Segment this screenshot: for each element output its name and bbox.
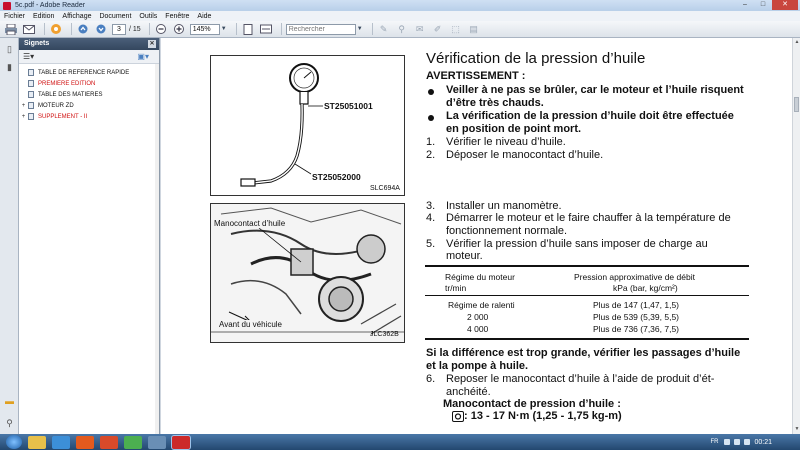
comments-icon[interactable]: ▬ xyxy=(5,396,14,406)
step-number: 4. xyxy=(426,212,436,224)
bookmark-item[interactable] xyxy=(19,100,159,111)
taskbar xyxy=(0,434,800,450)
scroll-up-icon[interactable]: ▲ xyxy=(794,39,800,45)
window-title: 5c.pdf - Adobe Reader xyxy=(15,2,86,9)
table-bottom-rule xyxy=(425,338,749,340)
menu-edition[interactable]: Edition xyxy=(33,12,55,20)
bookmark-label: MOTEUR ZD xyxy=(38,102,74,109)
table-cell-pressure: Plus de 539 (5,39, 5,5) xyxy=(593,312,680,322)
bookmarks-toolbar xyxy=(19,50,159,64)
search-input[interactable] xyxy=(286,24,356,35)
step6-line1: Reposer le manocontact d’huile à l’aide de produit d’ét- xyxy=(446,373,715,385)
toolbar-separator xyxy=(281,23,282,35)
highlight-icon[interactable]: ✐ xyxy=(433,23,442,34)
app-icon[interactable] xyxy=(148,436,166,449)
bookmark-label: SUPPLEMENT - II xyxy=(38,113,88,120)
bookmarks-panel-header xyxy=(19,38,159,50)
menu-document[interactable]: Document xyxy=(99,12,132,20)
figure-ref-1: SLC694A xyxy=(370,185,400,192)
torque-heading: Manocontact de pression d’huile : xyxy=(443,398,621,410)
bullet-icon xyxy=(428,115,434,121)
bookmark-page-icon xyxy=(28,80,34,87)
diff-line1: Si la différence est trop grande, vérifier les passages d’huile xyxy=(426,347,741,359)
attach-icon[interactable]: ⚲ xyxy=(398,23,405,34)
step-number: 1. xyxy=(426,136,436,148)
step-text: moteur. xyxy=(446,250,483,262)
page-number-input[interactable] xyxy=(112,24,126,35)
bookmark-item[interactable] xyxy=(19,89,159,100)
step-text: Installer un manomètre. xyxy=(446,200,562,212)
bookmark-label: PREMIERE EDITION xyxy=(38,80,96,87)
table-header-rpm: Régime du moteur xyxy=(445,272,515,282)
firefox-icon[interactable] xyxy=(100,436,118,449)
toolbar-separator xyxy=(372,23,373,35)
bookmark-label: TABLE DES MATIERES xyxy=(38,91,103,98)
table-cell-rpm: 2 000 xyxy=(467,312,489,322)
zoom-out-icon[interactable] xyxy=(154,23,168,35)
panel-scrollbar[interactable] xyxy=(155,64,159,434)
step-text: fonctionnement normale. xyxy=(446,225,568,237)
step-text: Déposer le manocontact d’huile. xyxy=(446,149,604,161)
print-icon[interactable] xyxy=(4,23,18,35)
vertical-scrollbar[interactable] xyxy=(792,38,800,434)
bookmark-label: TABLE DE REFERENCE RAPIDE xyxy=(38,69,130,76)
zoom-dropdown-chevron-icon[interactable]: ▼ xyxy=(220,26,227,32)
options-icon[interactable]: ☰▾ xyxy=(23,52,35,61)
label-vehicle-front: Avant du véhicule xyxy=(219,320,283,329)
volume-icon[interactable] xyxy=(734,439,740,445)
warning-1-line2: d’être très chauds. xyxy=(446,97,544,109)
table-cell-pressure: Plus de 147 (1,47, 1,5) xyxy=(593,300,680,310)
panel-close-icon[interactable]: ✕ xyxy=(149,41,155,47)
attachments-icon[interactable]: ⚲ xyxy=(6,418,13,428)
bookmark-page-icon xyxy=(28,91,34,98)
warning-2-line2: en position de point mort. xyxy=(446,123,582,135)
toolbar-separator xyxy=(71,23,72,35)
adobe-reader-taskbar-icon[interactable] xyxy=(172,436,190,449)
figure-oil-pressure-gauge xyxy=(210,55,405,196)
menu-affichage[interactable]: Affichage xyxy=(62,12,92,20)
section-title: Vérification de la pression d’huile xyxy=(426,50,646,67)
toolbar-separator xyxy=(236,23,237,35)
table-header-rpm-unit: tr/min xyxy=(445,283,467,293)
menu-outils[interactable]: Outils xyxy=(139,12,158,20)
label-oil-switch: Manocontact d’huile xyxy=(214,219,286,228)
flag-icon[interactable] xyxy=(744,439,750,445)
pages-icon[interactable]: ▯ xyxy=(7,44,12,54)
menu-fenetre[interactable]: Fenêtre xyxy=(165,12,190,20)
zoom-level-input[interactable] xyxy=(190,24,220,35)
bookmark-page-icon xyxy=(28,113,34,120)
warning-heading: AVERTISSEMENT : xyxy=(426,70,526,82)
bookmarks-icon[interactable]: ▮ xyxy=(7,62,12,72)
bookmark-item[interactable] xyxy=(19,111,159,122)
media-player-icon[interactable] xyxy=(76,436,94,449)
step-number: 3. xyxy=(426,200,436,212)
next-page-icon[interactable] xyxy=(94,23,108,35)
share-icon[interactable] xyxy=(49,23,63,35)
bookmark-page-icon xyxy=(28,69,34,76)
expand-icon[interactable]: + xyxy=(21,113,26,120)
step-number: 6. xyxy=(426,373,436,385)
menu-fichier[interactable]: Fichier xyxy=(4,12,26,20)
ie-icon[interactable] xyxy=(52,436,70,449)
clock[interactable]: 00:21 xyxy=(754,438,772,446)
navigation-strip xyxy=(0,38,19,434)
bookmarks-panel xyxy=(19,38,160,434)
toolbar-separator xyxy=(149,23,150,35)
scroll-down-icon[interactable]: ▼ xyxy=(794,426,800,432)
menu-aide[interactable]: Aide xyxy=(197,12,212,20)
page-total: / 15 xyxy=(129,25,141,33)
warning-2-line1: La vérification de la pression d’huile doit être effectuée xyxy=(446,110,734,122)
step-text: Démarrer le moteur et le faire chauffer à la température de xyxy=(446,212,731,224)
table-cell-pressure: Plus de 736 (7,36, 7,5) xyxy=(593,324,680,334)
title-bar xyxy=(0,0,800,11)
zoom-in-icon[interactable] xyxy=(172,23,186,35)
bookmark-item[interactable] xyxy=(19,67,159,78)
language-indicator[interactable]: FR xyxy=(710,439,719,445)
table-top-rule xyxy=(425,265,749,267)
new-bookmark-icon[interactable]: ▣▾ xyxy=(137,52,149,61)
table-cell-rpm: Régime de ralenti xyxy=(448,300,515,310)
fit-page-icon[interactable] xyxy=(241,23,255,35)
torque-wrench-icon xyxy=(452,411,464,422)
bookmark-page-icon xyxy=(28,102,34,109)
bullet-icon xyxy=(428,89,434,95)
bookmarks-panel-title: Signets xyxy=(24,40,50,47)
system-tray xyxy=(710,434,800,450)
comment-icon[interactable]: ✉ xyxy=(415,23,424,34)
table-cell-rpm: 4 000 xyxy=(467,324,489,334)
expand-icon[interactable]: + xyxy=(21,102,26,109)
fit-width-icon[interactable] xyxy=(259,23,273,35)
table-header-pressure-unit: kPa (bar, kg/cm²) xyxy=(613,283,678,293)
toolbar xyxy=(0,21,800,38)
maximize-button[interactable]: □ xyxy=(760,1,766,8)
step-number: 2. xyxy=(426,149,436,161)
form-icon[interactable]: ▤ xyxy=(469,23,478,34)
start-button[interactable] xyxy=(6,435,22,449)
menu-bar xyxy=(0,11,800,21)
scroll-thumb[interactable] xyxy=(794,97,799,112)
figure-ref-2: JLC362B xyxy=(370,331,399,338)
previous-page-icon[interactable] xyxy=(76,23,90,35)
part-number-hose: ST25052000 xyxy=(312,172,361,182)
adobe-reader-icon xyxy=(3,2,11,10)
close-button[interactable]: ✕ xyxy=(772,0,798,10)
step-text: Vérifier le niveau d’huile. xyxy=(446,136,566,148)
toolbar-separator xyxy=(44,23,45,35)
bookmark-item[interactable] xyxy=(19,78,159,89)
part-number-gauge: ST25051001 xyxy=(324,101,373,111)
step-text: Vérifier la pression d’huile sans imposer de charge au xyxy=(446,238,708,250)
email-icon[interactable] xyxy=(22,23,36,35)
explorer-icon[interactable] xyxy=(28,436,46,449)
warning-1-line1: Veiller à ne pas se brûler, car le moteur et l’huile risquent xyxy=(446,84,744,96)
minimize-button[interactable]: – xyxy=(743,1,747,8)
torque-value: : 13 - 17 N·m (1,25 - 1,75 kg-m) xyxy=(464,410,622,422)
bookmark-list xyxy=(19,64,159,122)
table-header-pressure: Pression approximative de débit xyxy=(574,272,695,282)
chrome-icon[interactable] xyxy=(124,436,142,449)
window-controls xyxy=(736,0,798,11)
search-dropdown-chevron-icon[interactable]: ▼ xyxy=(356,26,363,32)
diff-line2: et la pompe à huile. xyxy=(426,360,529,372)
table-header-rule xyxy=(425,295,749,296)
pressure-gauge-illustration xyxy=(211,56,404,195)
step-number: 5. xyxy=(426,238,436,250)
sign-icon[interactable]: ✎ xyxy=(379,23,388,34)
step6-line2: anchéité. xyxy=(446,386,491,398)
network-icon[interactable] xyxy=(724,439,730,445)
stamp-icon[interactable]: ⬚ xyxy=(451,23,460,34)
